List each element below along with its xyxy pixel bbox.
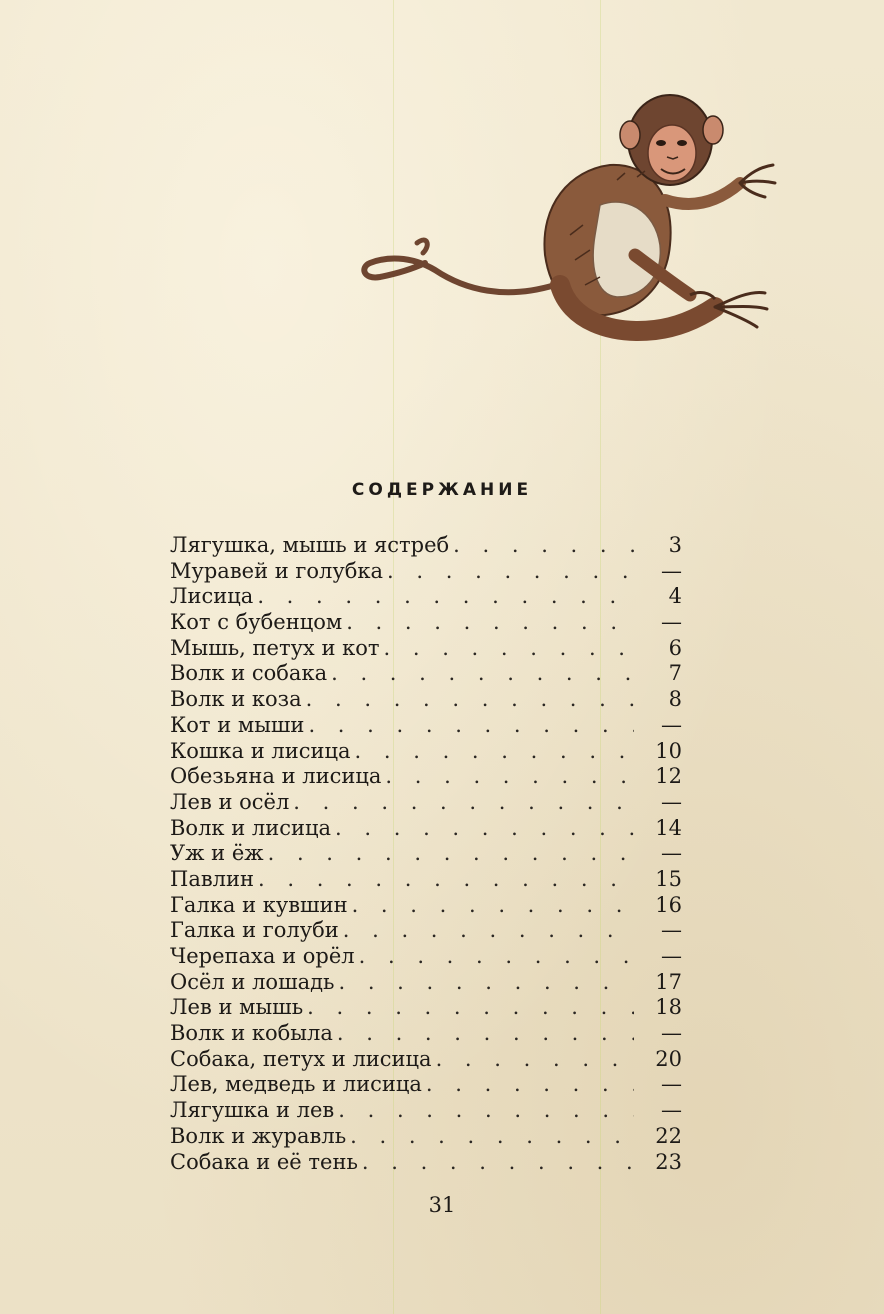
dot-leader bbox=[308, 713, 634, 739]
toc-entry-title: Волк и кобыла bbox=[170, 1021, 333, 1046]
toc-entry-page: — bbox=[661, 789, 682, 814]
toc-entry-page: 15 bbox=[655, 866, 682, 891]
toc-entry-title: Волк и лисица bbox=[170, 815, 332, 840]
toc-entry-title: Волк и коза bbox=[170, 687, 302, 712]
toc-entry bbox=[170, 584, 682, 610]
toc-entry bbox=[170, 739, 682, 765]
toc-entry-page: 3 bbox=[668, 533, 682, 557]
toc-entry-title: Лев, медведь и лисица bbox=[170, 1072, 422, 1097]
toc-entry bbox=[170, 944, 682, 970]
dot-leader bbox=[337, 1021, 634, 1047]
toc-entry-title: Уж и ёж bbox=[170, 841, 264, 866]
toc-entry-page: 18 bbox=[655, 995, 682, 1020]
toc-entry bbox=[170, 841, 682, 867]
toc-entry-page: 6 bbox=[668, 635, 682, 660]
toc-entry-title: Собака и её тень bbox=[170, 1149, 358, 1174]
toc-entry-title: Кот и мыши bbox=[170, 712, 305, 737]
toc-entry-page: 12 bbox=[655, 764, 682, 789]
toc-entry bbox=[170, 1021, 682, 1047]
dot-leader bbox=[306, 687, 634, 713]
toc-entry bbox=[170, 636, 682, 662]
dot-leader bbox=[350, 1124, 634, 1150]
toc-entry bbox=[170, 687, 682, 713]
toc-entry bbox=[170, 559, 682, 585]
toc-entry-page: 20 bbox=[655, 1046, 682, 1071]
toc-entry bbox=[170, 893, 682, 919]
toc-entry-page: 8 bbox=[668, 687, 682, 712]
toc-entry bbox=[170, 1047, 682, 1073]
toc-entry-title: Лягушка, мышь и ястреб bbox=[170, 533, 450, 557]
toc-entry bbox=[170, 764, 682, 790]
dot-leader bbox=[268, 841, 634, 867]
dot-leader bbox=[338, 970, 634, 996]
toc-entry-title: Муравей и голубка bbox=[170, 558, 384, 583]
toc-entry-title: Лисица bbox=[170, 584, 254, 609]
toc-entry-title: Волк и журавль bbox=[170, 1123, 347, 1148]
toc-entry bbox=[170, 533, 682, 559]
dot-leader bbox=[384, 636, 635, 662]
toc-entry-title: Черепаха и орёл bbox=[170, 944, 355, 968]
toc-entry-title: Лев и осёл bbox=[170, 789, 290, 814]
toc-entry-page: 23 bbox=[655, 1149, 682, 1174]
toc-entry bbox=[170, 790, 682, 816]
toc-entry-title: Мышь, петух и кот bbox=[170, 635, 380, 660]
monkey-illustration bbox=[355, 85, 785, 355]
toc-entry-title: Волк и собака bbox=[170, 661, 328, 686]
toc-entry-page: — bbox=[661, 1098, 682, 1123]
contents-heading: СОДЕРЖАНИЕ bbox=[351, 480, 533, 500]
toc-entry-page: — bbox=[661, 841, 682, 866]
dot-leader bbox=[331, 661, 634, 687]
toc-entry bbox=[170, 713, 682, 739]
toc-entry bbox=[170, 918, 682, 944]
toc-entry-title: Павлин bbox=[170, 866, 254, 891]
dot-leader bbox=[359, 944, 634, 970]
dot-leader bbox=[307, 995, 634, 1021]
toc-entry-title: Собака, петух и лисица bbox=[170, 1046, 432, 1071]
dot-leader bbox=[338, 1098, 634, 1124]
toc-entry-page: — bbox=[661, 558, 682, 583]
toc-entry bbox=[170, 867, 682, 893]
dot-leader bbox=[453, 533, 634, 559]
toc-entry-page: 4 bbox=[668, 584, 682, 609]
toc-entry bbox=[170, 610, 682, 636]
toc-entry-title: Кот с бубенцом bbox=[170, 610, 343, 635]
dot-leader bbox=[258, 867, 634, 893]
dot-leader bbox=[385, 764, 634, 790]
dot-leader bbox=[346, 610, 634, 636]
page-number: 31 bbox=[428, 1193, 456, 1217]
toc-entry bbox=[170, 1098, 682, 1124]
dot-leader bbox=[426, 1072, 634, 1098]
toc-entry-page: — bbox=[661, 712, 682, 737]
dot-leader bbox=[257, 584, 634, 610]
toc-entry bbox=[170, 661, 682, 687]
toc-entry bbox=[170, 995, 682, 1021]
toc-entry bbox=[170, 970, 682, 996]
dot-leader bbox=[352, 893, 634, 919]
toc-entry bbox=[170, 1150, 682, 1176]
toc-entry-page: — bbox=[661, 918, 682, 943]
toc-entry-page: 7 bbox=[668, 661, 682, 686]
toc-entry bbox=[170, 1124, 682, 1150]
toc-entry-title: Обезьяна и лисица bbox=[170, 764, 382, 789]
dot-leader bbox=[436, 1047, 634, 1073]
table-of-contents bbox=[170, 533, 682, 1175]
toc-entry-page: — bbox=[661, 944, 682, 968]
toc-entry-title: Лев и мышь bbox=[170, 995, 304, 1020]
toc-entry bbox=[170, 1072, 682, 1098]
toc-entry-page: 10 bbox=[655, 738, 682, 763]
toc-entry-page: — bbox=[661, 610, 682, 635]
dot-leader bbox=[355, 739, 634, 765]
toc-entry-page: — bbox=[661, 1072, 682, 1097]
toc-entry bbox=[170, 816, 682, 842]
toc-entry-page: 14 bbox=[655, 815, 682, 840]
dot-leader bbox=[293, 790, 634, 816]
dot-leader bbox=[343, 918, 634, 944]
toc-entry-title: Кошка и лисица bbox=[170, 738, 351, 763]
toc-entry-title: Осёл и лошадь bbox=[170, 969, 335, 994]
toc-entry-title: Галка и голуби bbox=[170, 918, 339, 943]
toc-entry-title: Галка и кувшин bbox=[170, 892, 348, 917]
dot-leader bbox=[362, 1150, 634, 1176]
toc-entry-title: Лягушка и лев bbox=[170, 1098, 335, 1123]
dot-leader bbox=[387, 559, 634, 585]
toc-entry-page: 17 bbox=[655, 969, 682, 994]
toc-entry-page: — bbox=[661, 1021, 682, 1046]
toc-entry-page: 22 bbox=[655, 1123, 682, 1148]
dot-leader bbox=[335, 816, 634, 842]
toc-entry-page: 16 bbox=[655, 892, 682, 917]
